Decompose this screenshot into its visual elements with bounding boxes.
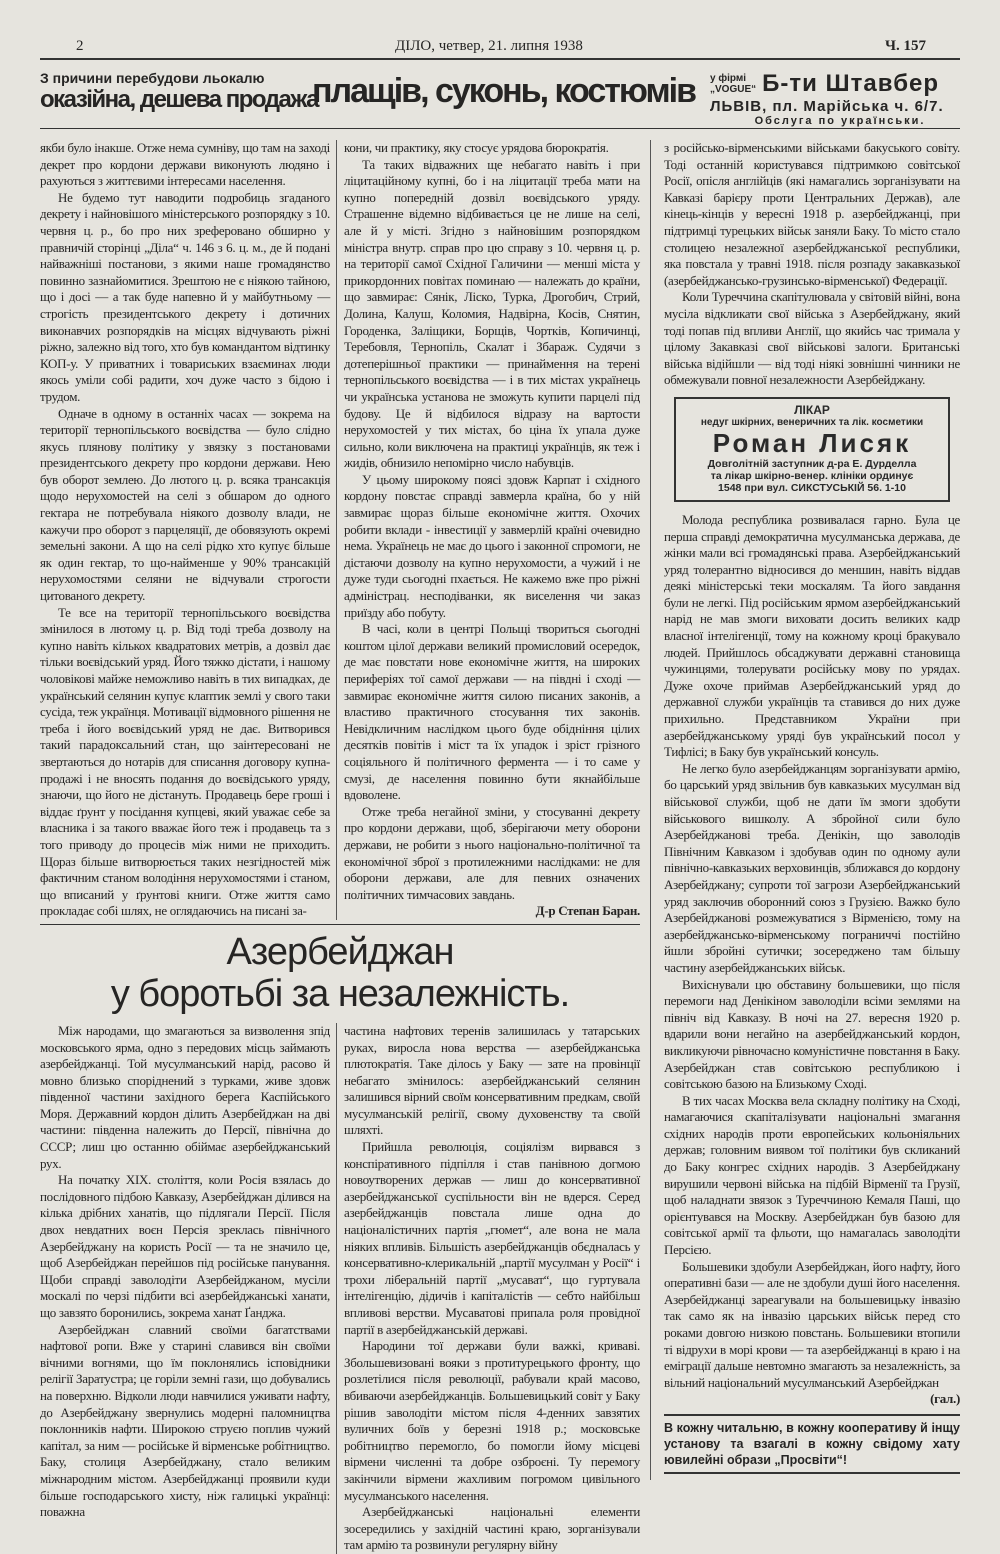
- ad-address: 1548 при вул. СИКСТУСЬКІЙ 56. 1-10: [718, 481, 906, 494]
- ad-text: З причини перебудови льокалю: [40, 70, 265, 86]
- ad-rule: [40, 128, 960, 129]
- paragraph: В часі, коли в центрі Польщі твориться сьогодні коштом цілої держави великий промисловий осередок, де має повстати нове економічне життя, на широких периферіях тої самої держави — на півдні і сході — завмирає економічне життя силою писаних законів, а властиво практичного стосування тих законів. Невідкличним наслідком цього буде обідніння цілих десятків повітів і міст та їх упадок і зріст грізного соціяльного й політичного фермента — і то саме у смузі, де населення повинно бути якнайбільше вдоволене.: [344, 621, 640, 803]
- right-area: [664, 140, 960, 1474]
- article1-col1: [40, 140, 337, 920]
- doctor-advertisement: [674, 397, 950, 502]
- ad-title: ЛІКАР: [794, 402, 830, 417]
- paragraph: Большевики здобули Азербейджан, його нафту, його оперативні бази — але не здобули душі його населення. Азербейджанці зареагували на большевицьку інвазію так само як на інвазію царських військ перед сто роками довгою низкою повстань. Большевики втопили ті відрухи в морі крови — та азербейджанці в краю і на еміграції дальше невтомно змагають за незалежність, за вільний національний мусулманський Азербейджан: [664, 1258, 960, 1390]
- paragraph: Одначе в одному в останніх часах — зокрема на території тернопільського воєвідства — було слідно якусь плянову політику у звязку з постановами президентського декрету про кордони держави. Нею був оборот землею. До лютого ц. р. всяка трансакція щодо нерухомостей на селі з обшаром до одного гектара не потребувала ніякого дозволу влади, не кажучи про оборот з парцеляції, де обовязують окремі земельні закони. А що на селі рідко хто купує більше як один гектар, то що-найменше у 90% трансакцій нерухомостями селяни не відчували строгости цитованого декрету.: [40, 405, 330, 604]
- author-signature: (гал.): [930, 1391, 960, 1407]
- paragraph: Прийшла революція, соціялізм вирвався з конспіративного підпілля і став панівною догмою новоутворених держав — лиш до консервативної азербейджанської суспільности він не вдерся. Серед азербейджанців повстала лише одна до націоналістичних партія „гюмет“, але вона не мала ніяких впливів. Більшість азербейджанців обєдналась у консервативно-клерикальній „партії мусулман у Росії“ і трохи ліберальній партії „мусават“, що гуртувала інтелігенцію, дідичів і капіталістів — себто найбільш впливові верстви. Мусаватові припала роля провідної партії в азербейджанській державі.: [344, 1139, 640, 1337]
- firm-address: ЛЬВІВ, пл. Марійська ч. 6/7.: [710, 98, 944, 115]
- ad-text: у фірмі: [710, 73, 747, 84]
- paragraph: Азербейджан славний своїми багатствами нафтової ропи. Вже у старині славився він своїми вічними вогнями, що їм поклонялись ісповідники релігії Заратустра; це горіли земні гази, що добувались на поверхню. Відколи люди навчилися уживати нафту, до Азербейджану звернулись модерні паломництва поклонників нафти. Широкою струєю поплив чужий капітал, за ним — російське й вірменське робітництво. Баку, столиця Азербейджану, стало великим міжнародним містом. Азербейджанці проявили куди більше господарського хисту, ніж галицькі українці: поважна: [40, 1321, 330, 1520]
- sale-ad-goods: плащів, суконь, костюмів: [312, 72, 695, 110]
- paragraph: Народини тої держави були важкі, криваві. Збольшевизовані вояки з протитурецького фронту, що розлетілися після революції, рабували край масово, вбиваючи азербейджанців. Большевицький совіт у Баку рішив заволодіти містом після 4-денних завзятих вуличних боїв у березні 1918 р.; московське робітництво перемогло, бо помогли йому місцеві вірмени численні та добре озброєні. Ту перемогу закінчили вірмени жахливим погромом цивільного мусулманського населення.: [344, 1338, 640, 1503]
- paragraph: Не будемо тут наводити подробиць згаданого декрету і найновішого міністерського розпорядку з 10. червня ц. р., бо про них зреферовано обширно у правничій сторінці „Діла“ ч. 146 з 6. ц. м., де й подані найважніші постанови, з якими наше громадянство повинно зазнайомитися. Зрештою не є ніякою тайною, що і досі — а так буде напевно й у майбутньому — строгість президентського декрету і дотичних виконавчих розпорядків на місцях відчувають ріжні ріжно, залежно від того, хто був командантом відтинку КОП-у. У приватних і товариських взаєминах люди якось уміли собі радити, хоч дуже часто з бідою і трудом.: [40, 189, 330, 404]
- masthead: ДІЛО, четвер, 21. липня 1938: [395, 38, 583, 54]
- paragraph: Молода республика розвивалася гарно. Була це перша справді демократична мусулманська держава, де жінки мали всі громадянські права. Азербейджанський уряд толерантно відносився до меншин, навіть віддав деякі міністерські теки москалям. Та його завдання були не легкі. Під російським ярмом азербейджанський нарід не мав змоги виховати досить великих кадр власної інтелігенції, тому на кожному кроці бракувало людей. Прийшлось обсаджувати державні становища чужинцями, толерувати російську мову по урядах. Дуже охоче приймав Азербейджанський уряд до державної служби українців та ставився до них дуже прихильно. Представником України при азербейджанському уряді був український посол у Тифлісі; в Баку був український консуль.: [664, 511, 960, 760]
- paragraph: На початку XIX. століття, коли Росія взялась до послідовного підбою Кавказу, Азербейджан ділився на кілька дрібних ханатів, що підлягали Персії. Після двох невдатних воєн Персія зреклась північного Азербейджану на користь Росії — та не значило це, щоб Азербейджан перейшов під російське панування. Щоби справді заволодіти Азербейджаном, мусіли москалі по черзі підбити всі азербейджанські ханати, що завзято боронились, зокрема ханат Ґанджа.: [40, 1172, 330, 1320]
- article2-col2: [344, 1023, 640, 1554]
- ad-text: Довголітній заступник д-ра Е. Дурделла: [707, 457, 917, 470]
- paragraph: частина нафтових теренів залишилась у татарських руках, виросла нова верства — азербейджанська плютократія. Таке ділось у Баку — зате на провінції небагато змінилось: азербейджанський селянин залишився вірний своїм консервативним предкам, своїй мусулманській релігії, свому духовенству та своїй шляхті.: [344, 1022, 640, 1138]
- article2-col3-bottom: [664, 512, 960, 1408]
- left-area: [40, 140, 640, 1554]
- article2-lower: [40, 1023, 640, 1554]
- paragraph: Азербейджанські національні елементи зосередились у західній частині краю, зорганізували там армію та розвинули регулярну війну: [344, 1504, 640, 1553]
- paragraph: У цьому широкому поясі здовж Карпат і східного кордону повстає справді завмерла країна, бо у ній завмирає щораз більше економічне життя. Охочих робити вклади - інвестиції у завмерлій країні очевидно нема. Українець не має до цього і законної спромоги, не дістаючи дозволу на купно нерухомости, а чужий і не дуже туди сьогодні пхається. Не кажемо вже про ріжні адміністрац. несподіванки, як виселення чи заказ приїзду або побуту.: [344, 471, 640, 620]
- page-number: 2: [76, 38, 84, 54]
- prosvita-notice: В кожну читальню, в кожну кооперативу й інщу установу та взагалі в кожну свідому хату ювилейні образи „Просвіти“!: [664, 1414, 960, 1474]
- article-rule: [40, 924, 640, 925]
- firm-name: Б-ти Штавбер: [762, 70, 940, 97]
- article1: [40, 140, 640, 920]
- firm-service: Обслуга по українськи.: [754, 115, 926, 127]
- author-signature: Д-р Степан Баран.: [535, 903, 640, 919]
- paragraph: Коли Туреччина скапітулювала у світовій війні, вона мусіла відкликати свої війська з Азербейджану, який тоді попав під впливи Англії, що якийсь час тримала у цілому Закавказі свої військові залоги. Британські війська відійшли — від тоді ніякі зовнішні чинники не обмежували повної незалежности Азербейджану.: [664, 289, 960, 388]
- paragraph: Те все на території тернопільського воєвідства змінилося в лютому ц. р. Від тоді треба дозволу на купно навіть кількох квадратових метрів, а дозвіл дає тільки воєвідський уряд. Його тяжко дістати, і нашому чоловікові майже неможливо навіть в тих випадках, де український селянин купує клаптик землі у свого таки сусіда, теж українця. Мотивації відмовного рішення не треба і його воєвідський уряд не дає. Витворився такий парадоксальний стан, що заінтересовані не звертаються до нотарів для списання договору купна-продажі і не вносять подання до воєвідського уряду, знаючи, що його не дістануть. Продавець бере гроші і віддає ґрунт у посідання купцеві, який уважає себе за власника і за такого вважає його теж і продавець та з того приводу до процесів між ними не приходить. Щораз більше витворюється таких незгідностей між фактичним станом володіння нерухомостями і станом, що вписаний у ґрунтові книги. Отже життя само прокладає собі шлях, не оглядаючись на писані за-: [40, 604, 330, 919]
- paragraph: Між народами, що змагаються за визволення зпід московського ярма, одно з передових місць займають азербейджанці. Той мусулманський нарід, расово й мовно близько споріднений з турками, живе здовж південної частини західного берега Каспійського Моря. Державний кордон ділить Азербейджан на дві частини: південна належить до Персії, північна до СССР; лиш цю останню обіймає азербейджанський рух.: [40, 1022, 330, 1171]
- issue-number: Ч. 157: [885, 38, 927, 54]
- headline-line: у боротьбі за незалежність.: [110, 972, 570, 1015]
- ad-text: „VOGUE“: [710, 84, 757, 95]
- ad-text: та лікар шкірно-венер. клініки ординує: [710, 469, 914, 482]
- paragraph: Отже треба негайної зміни, у стосуванні декрету про кордони держави, щоб, зберігаючи мету оборони держави, не робити з нього національно-політичної та економічної зброї з протилежними наслідками: не для оборони держави, але для певних означених політичних тимчасових завдань.: [344, 803, 640, 902]
- headline-line: Азербейджан: [226, 930, 454, 973]
- page-header: [40, 38, 960, 58]
- doctor-name: Роман Лисяк: [712, 427, 912, 458]
- paragraph: кони, чи практику, яку стосує урядова бюрократія.: [344, 140, 609, 155]
- header-rule: [40, 58, 960, 60]
- paragraph: Вихіснували цю обставину большевики, що після перемоги над Денікіном заволоділи всіми землями на північ від Кавказу. В ночі на 27. вересня 1920 р. вдарили вони негайно на азербейджанський кордон, викликуючи рівночасно комуністичне повстання в Баку. Азербейджан став совітською республикою і совітською базою на Близькому Сході.: [664, 976, 960, 1092]
- paragraph: якби було інакше. Отже нема сумніву, що там на заході декрет про кордони держави виконують людяно і рахуються з життєвими інтересами населення.: [40, 140, 330, 189]
- column-divider: [650, 140, 651, 1480]
- paragraph: з російсько-вірменськими військами бакуського совіту. Тоді останній користувався підтримкою совітської Росії, опісля англійців (які намагались зорганізувати на Кавказі барієру проти Центральних Держав), але кінець-кінців у вересні 1918 р. азербейджанці, при підтримці турецьких військ заняли Баку. То місто стало столицею незалежної азербейджанської республики, яка повстала у травні 1918. після розпаду закавказької (азербейджансько-грузинсько-вірменської) Федерації.: [664, 140, 960, 288]
- ad-text: оказійна, дешева продажа: [40, 86, 318, 113]
- paragraph: В тих часах Москва вела складну політику на Сході, намагаючися скапіталізувати національні змагання східних народів проти европейських кольоніяльних держав; головним виявом тої політики був скликаний до Баку конгрес східних народів. З Азербейджану вирушили червоні війська на підбій Вірменії та Грузії, щоб наладнати звязок з Туреччиною Кемаля Паші, що орієнтувався на Москву. Азербейджан був базою для совітської армії та фльоти, що намагалась заволодіти Персією.: [664, 1092, 960, 1258]
- article2-headline: [40, 931, 640, 1015]
- article2-col1: [40, 1023, 337, 1554]
- paragraph: Та таких відважних ще небагато навіть і при ліцитаційному купні, бо і на ліцитації треба мати на купно попередній дозвіл воєвідського уряду. Страшенне відемно відбивається це не лише на селі, але й у місті. Згідно з найновішим розпорядком міністра внутр. справ про цю справу з 10. червня ц. р. на території самої Східної Галичини — менші міста у прикордонних повітах поминаю — належать до країни, що завмирає: Сянік, Ліско, Турка, Дрогобич, Стрий, Долина, Калуш, Коломия, Надвірна, Косів, Снятин, Городенка, Заліщики, Борщів, Чортків, Копичинці, Теребовля, Тернопіль, Скалат і Збараж. Судячи з дотеперішньої практики — принаймення на терені тернопільського воєвідства — і в тих містах українець чи українська установа не зможуть купити парцелі під будову. Це й відбилося відразу на вартости нерухомостей у тих містах, бо ціна їх упала дуже сильно, коли виключена на практиці українців, як теж і жидів, обнизило непомірно число набувців.: [344, 156, 640, 471]
- sale-ad-firm: [710, 70, 970, 127]
- article1-col2: [344, 140, 640, 920]
- paragraph: Не легко було азербейджанцям зорганізувати армію, бо царський уряд звільнив був кавказьких мусулман від військової служби, щоб не дати їм змоги здобути військового вишколу. А збройної сили було Азербейджанові треба. Денікін, що заволодів Північним Кавказом і здобував один по одному аули північно-кавказьких верховинців, зближався до кордону Азербейджану; супроти тої загрози Азербейджанський уряд заключив оборонний союз з Грузією. Важко було Азербейджанові розмежуватися з Вірменією, тому на азербейджансько-вірменському пограниччі постійно йшли збройні сутички; зосереджено там більшу частину азербейджанських військ.: [664, 760, 960, 975]
- ad-specialty: недуг шкірних, венеричних та лік. косметики: [700, 416, 924, 428]
- sale-ad-left: [40, 70, 318, 114]
- article2-col3-top: [664, 140, 960, 389]
